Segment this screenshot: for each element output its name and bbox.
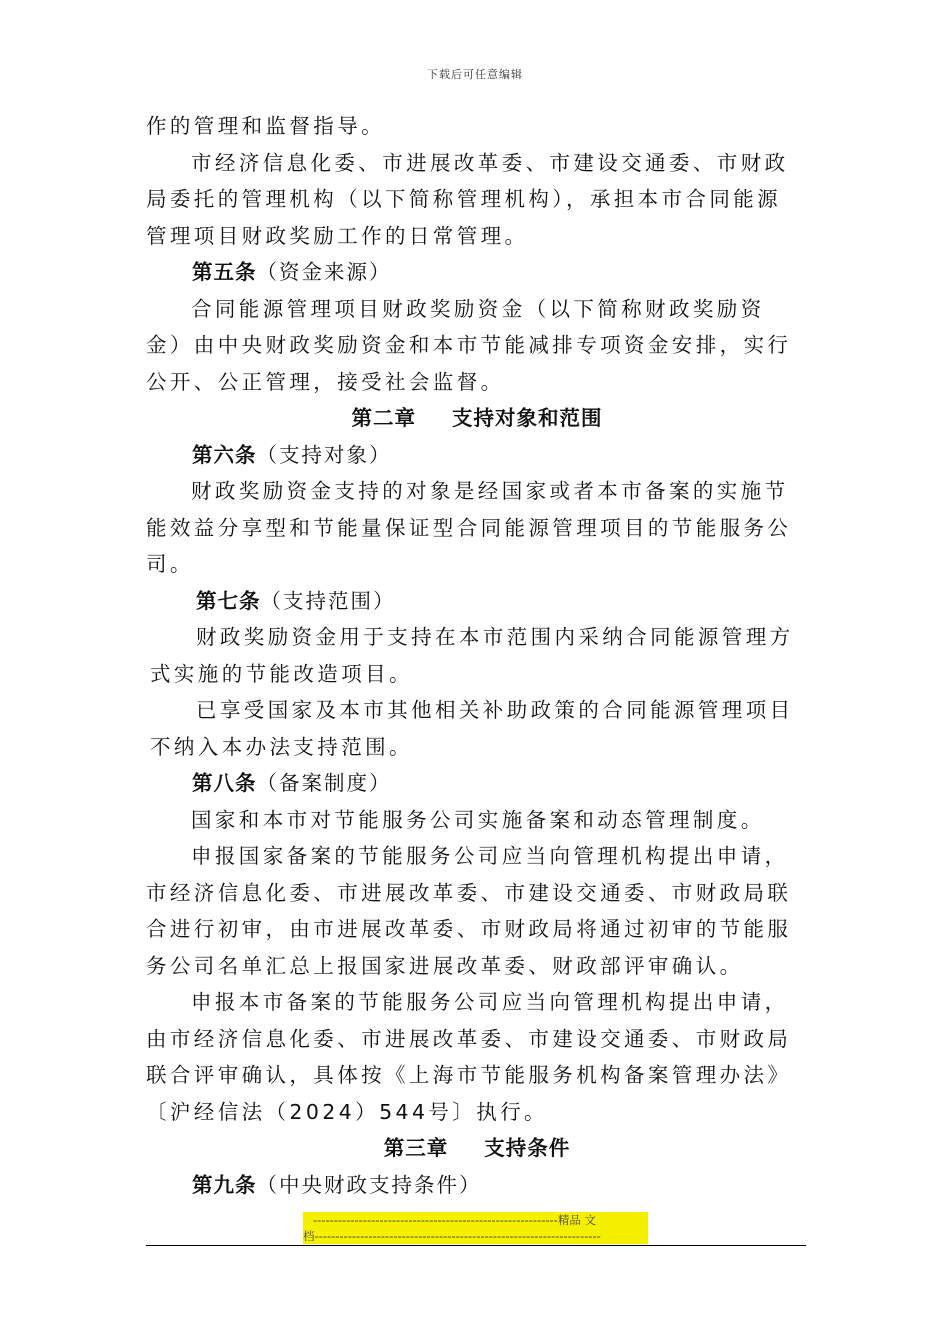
article-title: （备案制度） [256,771,392,795]
paragraph-line: 作的管理和监督指导。 [146,114,385,138]
paragraph-line: 管理项目财政奖励工作的日常管理。 [146,223,529,248]
article-title: （支持范围） [260,588,396,613]
footer-watermark-box [303,1212,648,1244]
paragraph-line: 式实施的节能改造项目。 [150,661,413,686]
paragraph-line: 务公司名单汇总上报国家进展改革委、财政部评审确认。 [146,953,744,978]
paragraph-line: 能效益分享型和节能量保证型合同能源管理项目的节能服务公 [146,515,792,540]
article-title: （支持对象） [256,442,392,467]
footer-watermark-line: 档--------------------------------------------------------------------- [303,1229,601,1243]
chapter-number: 第三章 [383,1136,449,1160]
paragraph-line: 财政奖励资金用于支持在本市范围内采纳合同能源管理方 [196,625,794,649]
article-number: 第五条 [192,260,257,284]
article-number: 第七条 [196,588,261,613]
paragraph-line: 市经济信息化委、市进展改革委、市建设交通委、市财政局联 [146,880,792,905]
document-body [146,108,808,1203]
page-header-note: 下载后可任意编辑 [427,68,523,81]
chapter-title: 支持对象和范围 [452,406,603,430]
article-heading-7 [146,583,808,620]
paragraph-line: 已享受国家及本市其他相关补助政策的合同能源管理项目 [196,698,794,722]
article-number: 第八条 [192,771,257,795]
paragraph-line: 司。 [146,552,194,576]
article-title: （资金来源） [256,260,392,284]
footer-watermark-line: -----------------------------------------------------------精品 文 [313,1213,596,1227]
article-number: 第九条 [192,1172,257,1197]
chapter-heading-3 [146,1130,808,1167]
paragraph-line: 合同能源管理项目财政奖励资金（以下简称财政奖励资 [191,296,765,321]
chapter-number: 第二章 [351,406,416,430]
paragraph-line: 市经济信息化委、市进展改革委、市建设交通委、市财政 [191,150,789,175]
article-title: （中央财政支持条件） [256,1172,482,1197]
paragraph-line: 公开、公正管理，接受社会监督。 [146,369,505,394]
article-heading-8 [146,765,808,802]
chapter-title: 支持条件 [484,1136,571,1160]
paragraph-line: 国家和本市对节能服务公司实施备案和动态管理制度。 [191,807,765,832]
paragraph-line: 合进行初审，由市进展改革委、市财政局将通过初审的节能服 [146,917,792,941]
article-number: 第六条 [192,442,257,467]
paragraph-line: 申报本市备案的节能服务公司应当向管理机构提出申请， [191,990,789,1014]
chapter-heading-2 [146,400,808,437]
paragraph-line: 金）由中央财政奖励资金和本市节能减排专项资金安排，实行 [146,333,792,357]
paragraph-line: 联合评审确认，具体按《上海市节能服务机构备案管理办法》 [146,1063,792,1087]
paragraph-line: 由市经济信息化委、市进展改革委、市建设交通委、市财政局 [146,1026,792,1051]
article-heading-9 [146,1167,808,1204]
paragraph-line: 申报国家备案的节能服务公司应当向管理机构提出申请， [191,844,789,868]
paragraph-line: 局委托的管理机构（以下简称管理机构），承担本市合同能源 [146,187,782,211]
bottom-divider [146,1245,806,1246]
paragraph-line: 〔沪经信法（2024）544号〕执行。 [146,1099,548,1124]
article-heading-6 [146,437,808,474]
paragraph-line: 不纳入本办法支持范围。 [150,734,413,759]
article-heading-5 [146,254,808,291]
paragraph-line: 财政奖励资金支持的对象是经国家或者本市备案的实施节 [191,479,789,503]
